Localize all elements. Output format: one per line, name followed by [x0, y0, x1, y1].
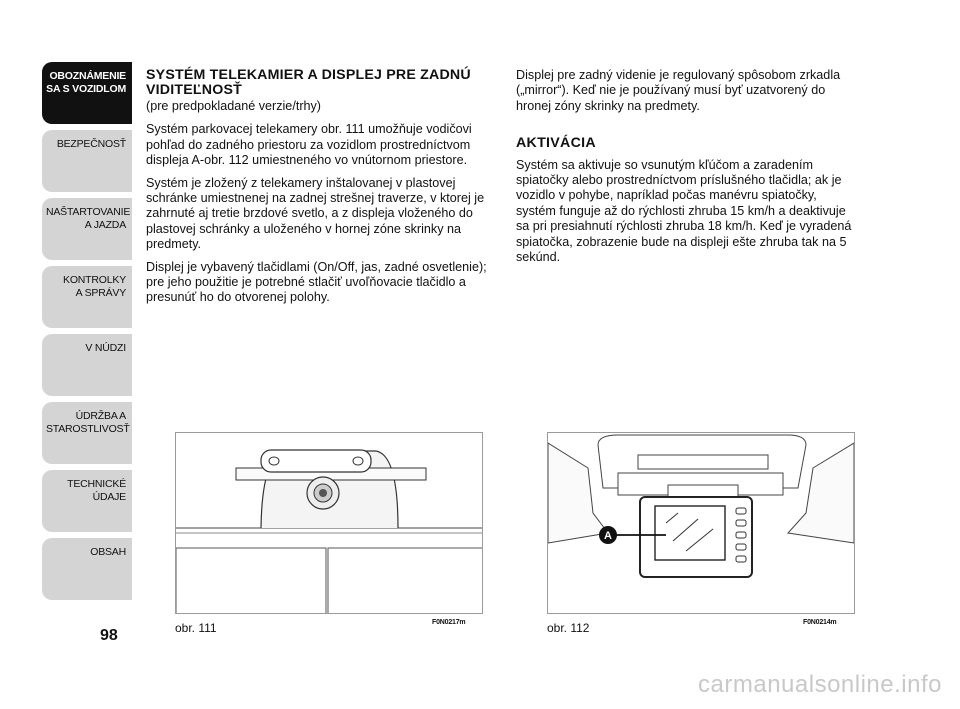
section-title: SYSTÉM TELEKAMIER A DISPLEJ PRE ZADNÚ VIDITEĽNOSŤ	[146, 67, 471, 98]
paragraph: Systém je zložený z telekamery inštalovanej v plastovej schránke umiestnenej na zadnej strešnej traverze, v ktorej je zahrnuté aj tretie brzdové svetlo, a z displeja vloženého do plastovej schránky a uloženého v hornej zóne skrinky na predmety.	[146, 175, 485, 252]
rear-camera-illustration-icon	[176, 433, 482, 613]
figure-code: F0N0214m	[803, 619, 837, 626]
left-column	[146, 68, 502, 313]
paragraph: Displej pre zadný videnie je regulovaný spôsobom zrkadla („mirror“). Keď nie je používaný musí byť uzatvorený do hronej zóny skrinky na predmety.	[516, 68, 841, 113]
tab-oboznamenie[interactable]	[42, 62, 132, 124]
section-subtitle: (pre predpokladané verzie/trhy)	[146, 99, 322, 113]
tab-v-nudzi[interactable]	[42, 334, 132, 396]
tab-obsah[interactable]	[42, 538, 132, 600]
tab-technicke[interactable]	[42, 470, 132, 532]
figure-caption: obr. 111	[175, 621, 217, 635]
tab-label: BEZPEČNOSŤ	[56, 138, 126, 150]
tab-udrzba[interactable]	[42, 402, 132, 464]
paragraph: Systém sa aktivuje so vsunutým kľúčom a zaradením spiatočky alebo prostredníctvom príslušného tlačidla; ak je vozidlo v pohybe, napríklad počas manévru spiatočky, systém funguje až do rýchlosti zhruba 15 km/h a deaktivuje sa pri presiahnutí rýchlosti zhruba 18 km/h. Keď je vyradená spiatočka, zobrazenie bude na displeji ešte zhruba tak na 5 sekúnd.	[516, 157, 852, 265]
paragraph: Displej je vybavený tlačidlami (On/Off, jas, zadné osvetlenie); pre jeho použitie je potrebné stlačiť uvoľňovacie tlačidlo a presunúť ho do otvorenej polohy.	[146, 259, 487, 305]
tab-label: NAŠTARTOVANIE A JAZDA	[46, 206, 131, 231]
figure-111	[175, 432, 483, 614]
tab-label: V NÚDZI	[85, 342, 126, 354]
figure-code: F0N0217m	[432, 619, 466, 626]
sidebar-nav	[42, 62, 132, 606]
watermark: carmanualsonline.info	[698, 671, 942, 698]
tab-label: OBSAH	[90, 546, 126, 558]
activation-title: AKTIVÁCIA	[516, 135, 596, 152]
page-number: 98	[100, 627, 118, 644]
tab-kontrolky[interactable]	[42, 266, 132, 328]
tab-label: TECHNICKÉ ÚDAJE	[67, 478, 126, 503]
tab-label: OBOZNÁMENIE SA S VOZIDLOM	[46, 70, 126, 95]
callout-marker: A	[604, 530, 612, 542]
paragraph: Systém parkovacej telekamery obr. 111 umožňuje vodičovi pohľad do zadného priestoru za vozidlom prostredníctvom displeja A-obr. 112 umiestneného vo vnútornom priestore.	[146, 122, 472, 168]
tab-bezpecnost[interactable]	[42, 130, 132, 192]
display-illustration-icon	[548, 433, 854, 613]
tab-nastartovanie[interactable]	[42, 198, 132, 260]
figure-112	[547, 432, 855, 614]
tab-label: KONTROLKY A SPRÁVY	[63, 274, 126, 299]
right-column	[516, 68, 856, 272]
tab-label: ÚDRŽBA A STAROSTLIVOSŤ	[46, 410, 130, 435]
figure-caption: obr. 112	[547, 621, 590, 635]
